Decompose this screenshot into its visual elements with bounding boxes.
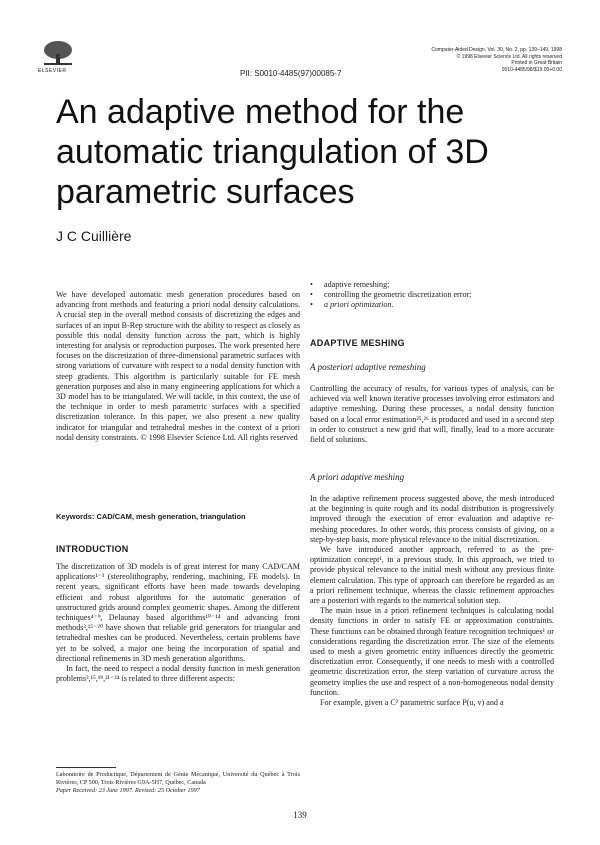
title-line: An adaptive method for the bbox=[56, 93, 465, 131]
abstract bbox=[56, 290, 300, 443]
journal-line: Computer-Aided Design, Vol. 30, No. 2, pp. 139–149, 1998 bbox=[431, 47, 562, 53]
affiliation: Laboratoire de Productique, Département de Génie Mécanique, Université du Québec à Trois Rivières, CP 500, Trois Rivières G9A-5H7, Québec, Canada bbox=[56, 771, 300, 786]
subheading-a-posteriori: A posteriori adaptive remeshing bbox=[310, 362, 426, 372]
a-priori-body bbox=[310, 494, 554, 708]
introduction-body bbox=[56, 562, 300, 684]
keywords-text: CAD/CAM, mesh generation, triangulation bbox=[96, 512, 246, 521]
footnote-divider bbox=[56, 767, 116, 768]
journal-line: Printed in Great Britain bbox=[511, 60, 562, 66]
title-line: parametric surfaces bbox=[56, 173, 355, 211]
abstract-text: We have developed automatic mesh generation procedures based on advancing front methods and featuring a priori nodal density calculations. A crucial step in the overall method consists of discretizing the edges and surfaces of an input B-Rep structure with the ability to respect as closely as possible this nodal density function across the part, which is highly interesting for analysis or reproduction purposes. The work presented here focuses on the discretization of three-dimensional parametric surfaces with strong variations of curvature with respect to a nodal density function with steep gradients. This algorithm is particularly suitable for FE mesh generation purposes and also in many engineering applications for which a 3D model has to be triangulated. We will tackle, in this context, the use of the technique in order to mesh parametric surfaces with a specified discretization tolerance. In this paper, we also present a new quality indicator for triangular and tetrahedral meshes in the context of a priori nodal density constraints. © 1998 Elsevier Science Ltd. All rights reserved bbox=[56, 290, 300, 442]
paper-title bbox=[56, 92, 576, 212]
keywords bbox=[56, 512, 300, 522]
author: J C Cuillière bbox=[56, 228, 132, 244]
paragraph: In fact, the need to respect a nodal density function in mesh generation problems³,¹⁵,¹⁹,²¹⁻²⁴ is related to three different aspects: bbox=[56, 664, 300, 684]
paragraph: We have introduced another approach, referred to as the pre-optimization concept¹, in a previous study. In this approach, we tried to provide physical relevance to the initial mesh without any previous finite element calculation. This type of approach can therefore be regarded as an a priori refinement technique, whereas the classic refinement approaches are a posteriori with regards to the numerical solution step. bbox=[310, 545, 554, 606]
received-dates: Paper Received: 23 June 1997. Revised: 25 October 1997 bbox=[56, 786, 200, 794]
section-heading-introduction: INTRODUCTION bbox=[56, 544, 129, 554]
paragraph: For example, given a C² parametric surface P(u, v) and a bbox=[320, 698, 504, 708]
subheading-a-priori: A priori adaptive meshing bbox=[310, 472, 405, 482]
section-heading-adaptive-meshing: ADAPTIVE MESHING bbox=[310, 338, 405, 348]
list-item: • a priori optimization. bbox=[310, 300, 554, 310]
list-item: • adaptive remeshing; bbox=[310, 280, 554, 290]
elsevier-tree-logo bbox=[40, 40, 76, 66]
page-number: 139 bbox=[293, 810, 307, 820]
journal-line: © 1998 Elsevier Science Ltd. All rights reserved bbox=[456, 53, 562, 60]
publisher-name: ELSEVIER bbox=[38, 68, 67, 74]
paragraph: Controlling the accuracy of results, for various types of analysis, can be achieved via well known iterative processes involving error estimators and adaptive remeshing. During these processes, a nodal density function based on a local error estimation²⁵,²⁶ is produced and used in a second step in order to construct a new grid that will, finally, lead to a more accurate field of solutions. bbox=[310, 384, 554, 445]
title-line: automatic triangulation of 3D bbox=[56, 133, 489, 171]
journal-citation bbox=[402, 47, 562, 73]
paragraph: The main issue in a priori refinement techniques is calculating nodal density functions in order to satisfy FE or approximation constraints. These functions can be obtained through feature recognition techniques¹ or considerations regarding the discretization error. The size of the elements used to mesh a given geometric entity influences directly the geometric discretization error. Consequently, if one needs to mesh with a controlled geometric discretization error, the steep variation of curvature across the geometry implies the use and respect of a non-homogeneous nodal density function. bbox=[310, 606, 554, 697]
aspects-list bbox=[310, 280, 554, 311]
journal-line: 0010-4485/98/$19.00+0.00 bbox=[501, 66, 562, 73]
pii-identifier: PII: S0010-4485(97)00085-7 bbox=[240, 69, 342, 78]
a-posteriori-body bbox=[310, 384, 554, 445]
keywords-label: Keywords: bbox=[56, 512, 95, 521]
footnote bbox=[56, 771, 300, 794]
paragraph: The discretization of 3D models is of great interest for many CAD/CAM applications¹⁻³ (stereolithography, rendering, machining, FE models). In recent years, significant efforts have been made towards developing efficient and robust algorithms for the automatic generation of unstructured grids around complex geometric shapes. Among the different techniques⁴⁻⁹, Delaunay based algorithms¹⁰⁻¹⁴ and advancing front methods³,¹⁵⁻²⁰ have shown that reliable grid generators for triangular and tetrahedral meshes can be produced. Nevertheless, certain problems have yet to be solved, a major one being the incorporation of spatial and directional refinements in 3D mesh generation algorithms. bbox=[56, 562, 300, 663]
paragraph: In the adaptive refinement process suggested above, the mesh introduced at the beginning is quite rough and its nodal distribution is progressively improved through the execution of error evaluation and adaptive re-meshing procedures. In other words, this process consists of giving, on a step-by-step basis, more physical relevance to the initial discretization. bbox=[310, 494, 554, 544]
list-item: • controlling the geometric discretization error; bbox=[310, 290, 554, 300]
